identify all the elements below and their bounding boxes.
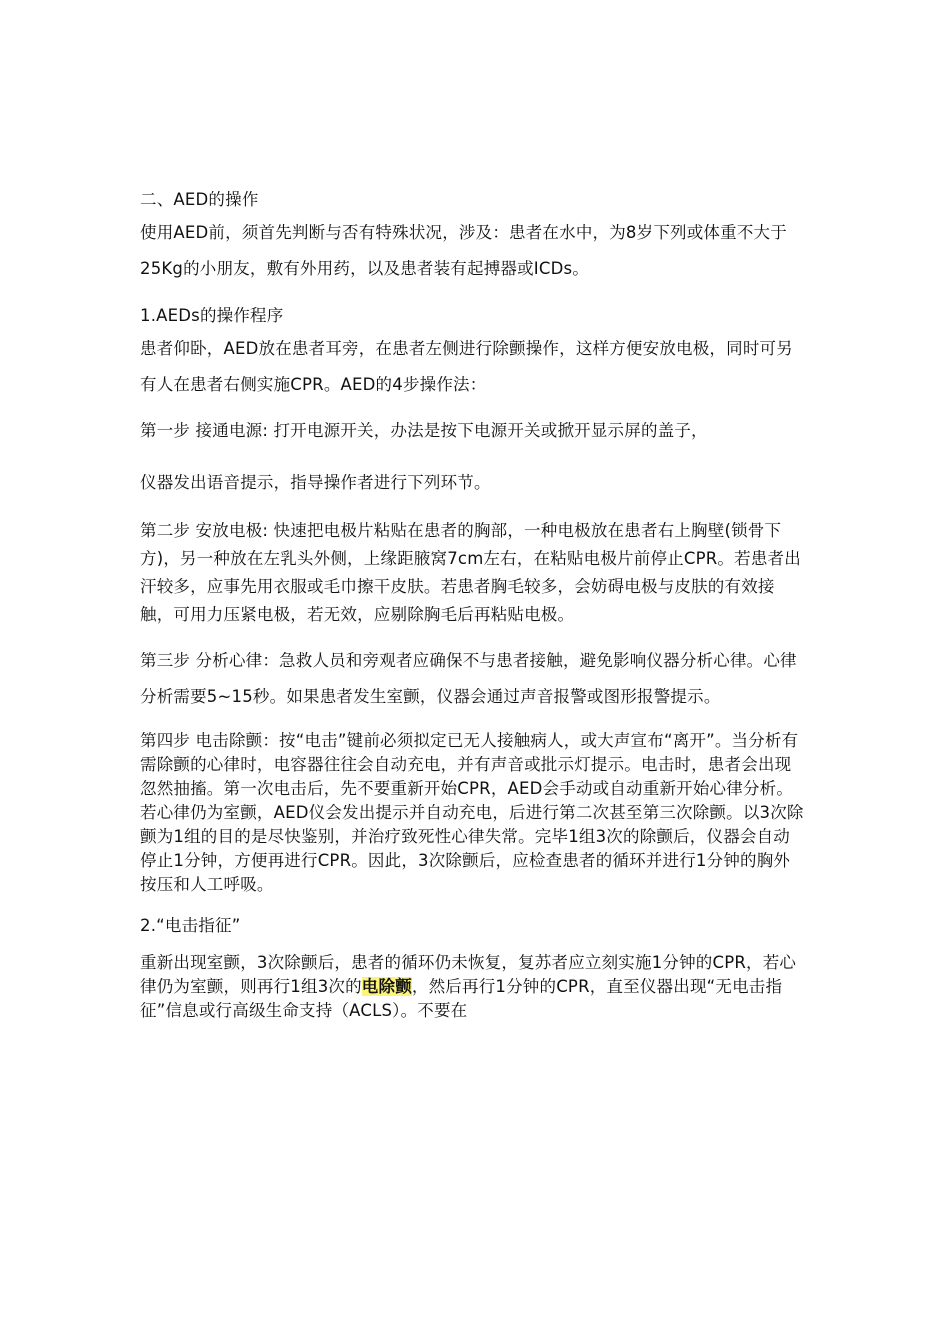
document-page bbox=[140, 185, 805, 1023]
paragraph-step-3: 第三步 分析心律：急救人员和旁观者应确保不与患者接触，避免影响仪器分析心律。心律分析需要5~15秒。如果患者发生室颤，仪器会通过声音报警或图形报警提示。 bbox=[140, 651, 797, 706]
spacer bbox=[140, 501, 805, 517]
heading-procedure: 1.AEDs的操作程序 bbox=[140, 306, 284, 325]
spacer bbox=[140, 449, 805, 465]
highlighted-term: 电除颤 bbox=[361, 977, 412, 996]
spacer bbox=[140, 629, 805, 643]
paragraph-step-1-cont: 仪器发出语音提示，指导操作者进行下列环节。 bbox=[140, 473, 491, 492]
paragraph-intro: 使用AED前，须首先判断与否有特殊状况，涉及：患者在水中，为8岁下列或体重不大于25Kg的小朋友，敷有外用药，以及患者装有起搏器或ICDs。 bbox=[140, 223, 787, 278]
spacer bbox=[140, 287, 805, 301]
paragraph-shock-text-a: 重新出现室颤，3次除颤后，患者的循环仍未恢复，复苏者应立刻实施1分钟的CPR，若心律仍为室颤，则再行1组3次的 bbox=[140, 953, 797, 996]
heading-aed-operation: 二、AED的操作 bbox=[140, 190, 259, 209]
spacer bbox=[140, 897, 805, 911]
paragraph-step-1: 第一步 接通电源: 打开电源开关，办法是按下电源开关或掀开显示屏的盖子， bbox=[140, 421, 708, 440]
spacer bbox=[140, 941, 805, 951]
paragraph-step-2: 第二步 安放电极: 快速把电极片粘贴在患者的胸部，一种电极放在患者右上胸壁(锁骨下方)，另一种放在左乳头外侧，上缘距腋窝7cm左右，在粘贴电极片前停止CPR。若患者出汗较多，应事先用衣服或毛巾擦干皮肤。若患者胸毛较多，会妨碍电极与皮肤的有效接触，可用力压紧电极，若无效，应剔除胸毛后再粘贴电极。 bbox=[140, 521, 801, 624]
paragraph-step-4: 第四步 电击除颤：按“电击”键前必须拟定已无人接触病人，或大声宣布“离开”。当分析有需除颤的心律时，电容器往往会自动充电，并有声音或批示灯提示。电击时，患者会出现忽然抽搐。第一次电击后，先不要重新开始CPR，AED会手动或自动重新开始心律分析。若心律仍为室颤，AED仪会发出提示并自动充电，后进行第二次甚至第三次除颤。以3次除颤为1组的目的是尽快鉴别，并治疗致死性心律失常。完毕1组3次的除颤后，仪器会自动停止1分钟，方便再进行CPR。因此，3次除颤后，应检查患者的循环并进行1分钟的胸外按压和人工呼吸。 bbox=[140, 731, 804, 894]
paragraph-shock-indication bbox=[140, 951, 805, 1023]
spacer bbox=[140, 403, 805, 413]
spacer bbox=[140, 715, 805, 729]
paragraph-position: 患者仰卧，AED放在患者耳旁，在患者左侧进行除颤操作，这样方便安放电极，同时可另有人在患者右侧实施CPR。AED的4步操作法： bbox=[140, 339, 793, 394]
heading-shock-indication: 2.“电击指征” bbox=[140, 916, 241, 935]
paragraph-shock-text-b: ，然后再行1分钟的CPR，直至仪器出现“无电击指征”信息或行高级生命支持（ACLS）。不要在 bbox=[140, 977, 783, 1020]
